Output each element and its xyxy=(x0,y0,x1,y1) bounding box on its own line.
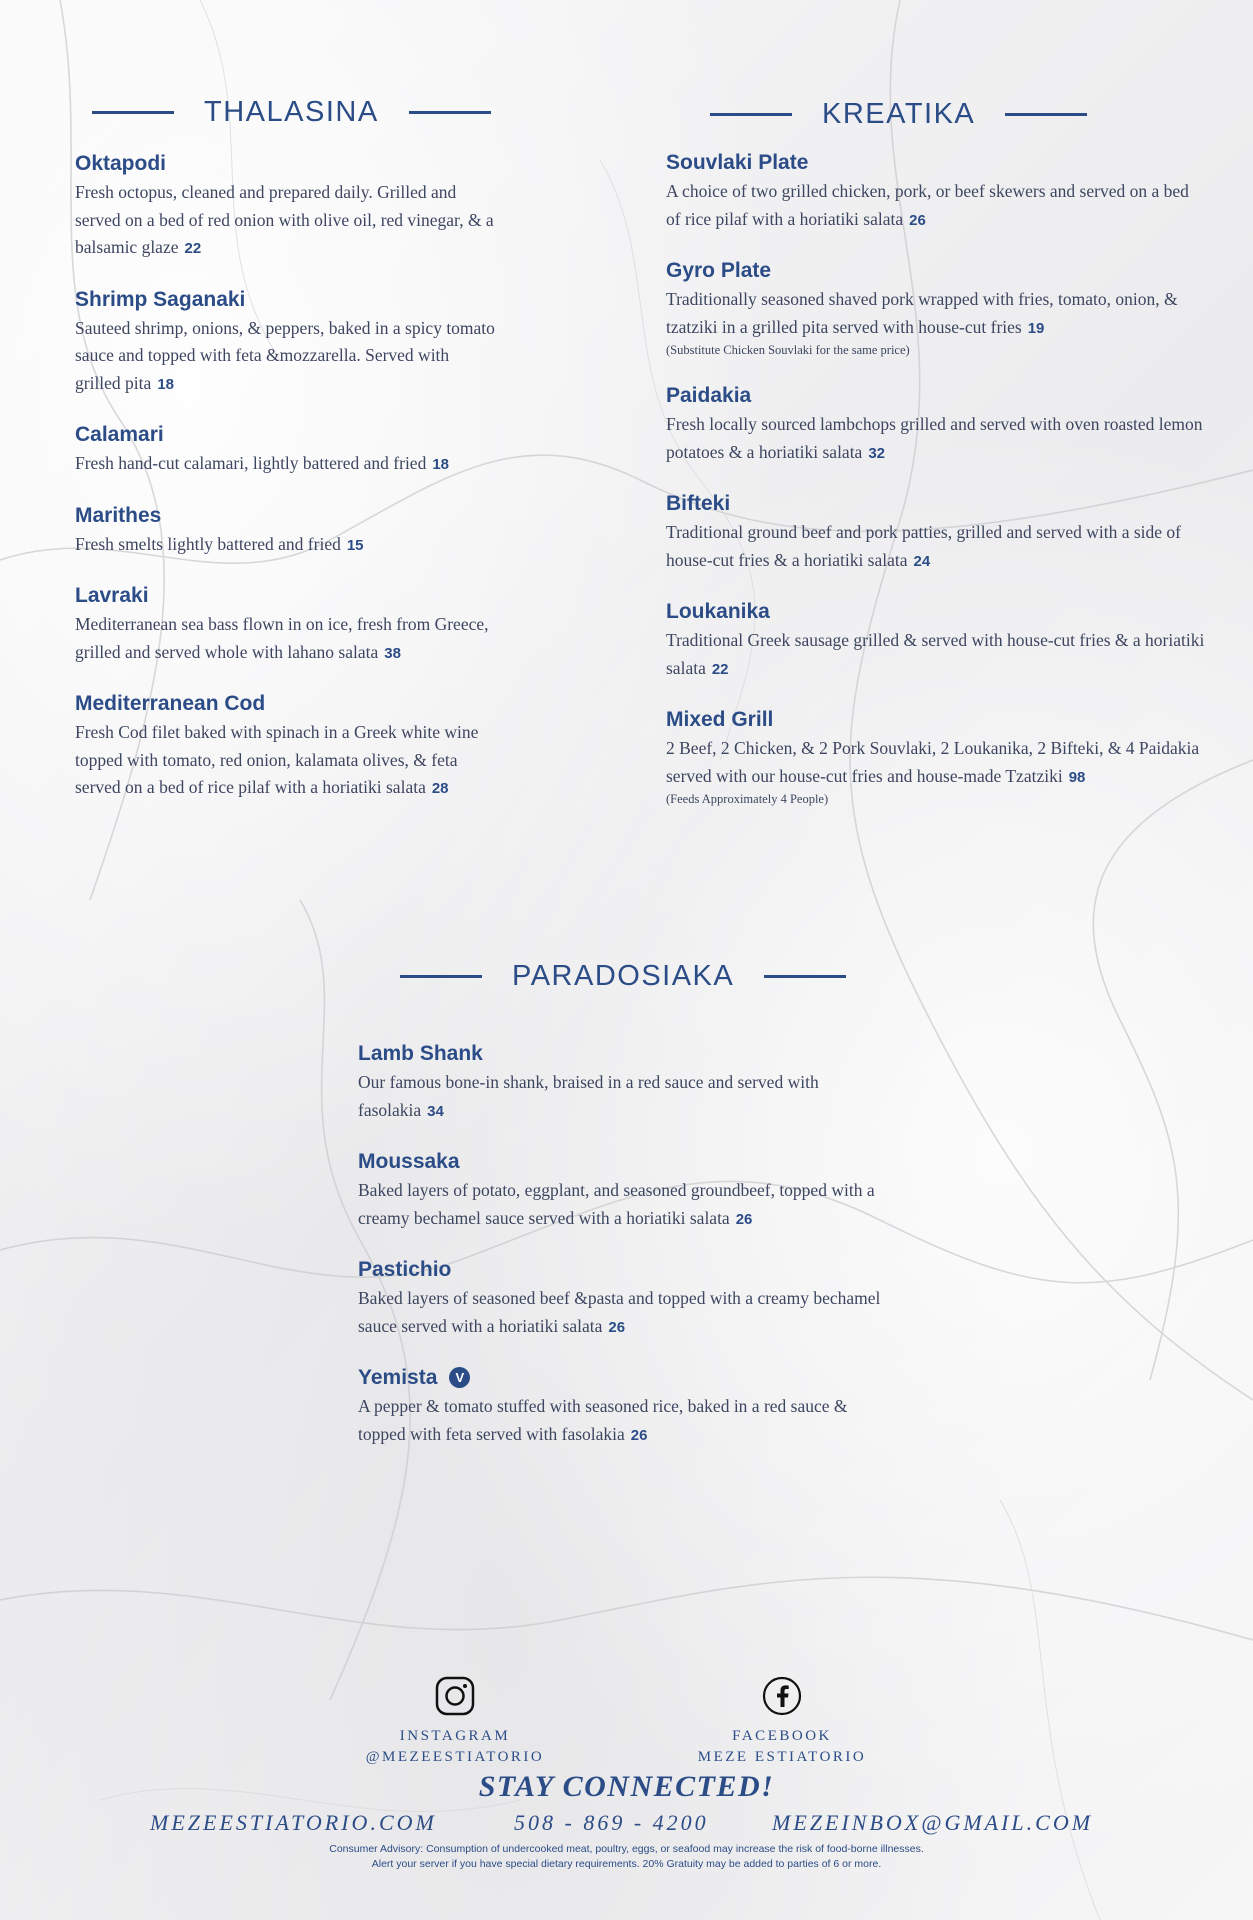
facebook-handle: MEZE ESTIATORIO xyxy=(697,1749,867,1765)
header-rule-left xyxy=(92,111,174,114)
menu-item xyxy=(666,151,1206,234)
item-note: (Substitute Chicken Souvlaki for the same price) xyxy=(666,343,910,357)
menu-item xyxy=(75,692,495,803)
menu-item xyxy=(358,1258,898,1341)
menu-item xyxy=(75,504,495,560)
item-price: 26 xyxy=(735,1210,753,1228)
item-description: Traditional Greek sausage grilled & served with house-cut fries & a horiatiki salata 22 xyxy=(666,630,1205,678)
item-price: 38 xyxy=(384,644,401,662)
item-name: Moussaka xyxy=(358,1150,460,1173)
item-description: Fresh Cod filet baked with spinach in a Greek white wine topped with tomato, red onion, kalamata olives, & feta served on a bed of rice pilaf with a horiatiki salata 28 xyxy=(75,722,479,797)
item-description: Baked layers of seasoned beef &pasta and topped with a creamy bechamel sauce served with a horiatiki salata 26 xyxy=(358,1288,881,1336)
facebook-link[interactable] xyxy=(672,1676,892,1768)
item-price: 18 xyxy=(432,456,450,473)
item-price: 24 xyxy=(913,552,931,570)
item-name: Gyro Plate xyxy=(666,259,772,282)
section-title: PARADOSIAKA xyxy=(512,960,735,992)
item-price: 26 xyxy=(909,211,926,229)
paradosiaka-list xyxy=(358,1042,898,1474)
section-title: THALASINA xyxy=(204,96,379,128)
item-name: Yemista V xyxy=(358,1366,898,1390)
menu-item xyxy=(666,259,1206,359)
email-link[interactable]: MEZEINBOX@GMAIL.COM xyxy=(772,1810,1094,1835)
section-header-kreatika xyxy=(710,98,1087,131)
item-description: Baked layers of potato, eggplant, and seasoned groundbeef, topped with a creamy bechamel sauce served with a horiatiki salata 26 xyxy=(358,1180,875,1228)
consumer-advisory xyxy=(0,1842,1253,1872)
item-name: Lamb Shank xyxy=(358,1042,483,1065)
item-price: 28 xyxy=(431,780,449,797)
item-name: Shrimp Saganaki xyxy=(75,287,246,311)
menu-item xyxy=(75,423,495,479)
kreatika-list xyxy=(666,151,1206,833)
thalasina-list xyxy=(75,152,495,828)
item-description: Sauteed shrimp, onions, & peppers, baked in a spicy tomato sauce and topped with feta &mozzarella. Served with grilled pita 18 xyxy=(75,317,495,393)
menu-item xyxy=(666,600,1206,683)
item-description: Fresh hand-cut calamari, lightly battered and fried 18 xyxy=(75,453,450,473)
item-price: 15 xyxy=(346,536,364,554)
item-name: Mixed Grill xyxy=(666,708,774,731)
item-price: 34 xyxy=(427,1102,444,1120)
menu-item xyxy=(666,708,1206,808)
item-description: Our famous bone-in shank, braised in a red sauce and served with fasolakia 34 xyxy=(358,1072,819,1120)
section-title: KREATIKA xyxy=(822,98,976,130)
item-price: 22 xyxy=(711,660,729,678)
vegetarian-badge: V xyxy=(449,1367,470,1388)
menu-item xyxy=(75,288,495,399)
item-name: Pastichio xyxy=(358,1258,452,1281)
facebook-label: FACEBOOK xyxy=(732,1728,832,1744)
item-description: 2 Beef, 2 Chicken, & 2 Pork Souvlaki, 2 Loukanika, 2 Bifteki, & 4 Paidakia served with our house-cut fries and house-made Tzatziki 98 xyxy=(666,738,1200,786)
menu-item xyxy=(666,384,1206,467)
menu-item xyxy=(358,1366,898,1449)
item-name: Paidakia xyxy=(666,384,752,407)
item-price: 98 xyxy=(1068,768,1086,786)
instagram-icon xyxy=(435,1676,475,1716)
item-name: Souvlaki Plate xyxy=(666,151,809,174)
item-price: 32 xyxy=(868,444,886,462)
menu-item xyxy=(358,1042,898,1125)
item-name: Lavraki xyxy=(75,584,149,607)
item-description: Fresh smelts lightly battered and fried 15 xyxy=(75,533,364,554)
menu-item xyxy=(75,584,495,667)
item-price: 26 xyxy=(608,1318,626,1336)
section-header-thalasina xyxy=(92,96,491,129)
item-name: Loukanika xyxy=(666,600,770,623)
item-note: (Feeds Approximately 4 People) xyxy=(666,792,829,806)
item-description: Fresh locally sourced lambchops grilled and served with oven roasted lemon potatoes & a horiatiki salata 32 xyxy=(666,414,1203,462)
website-link[interactable]: MEZEESTIATORIO.COM xyxy=(150,1810,437,1835)
item-price: 22 xyxy=(184,240,202,257)
item-name: Mediterranean Cod xyxy=(75,692,266,715)
item-name: Calamari xyxy=(75,423,164,446)
header-rule-right xyxy=(764,975,846,978)
item-description: A choice of two grilled chicken, pork, or beef skewers and served on a bed of rice pilaf with a horiatiki salata 26 xyxy=(666,181,1189,229)
item-description: Traditionally seasoned shaved pork wrapped with fries, tomato, onion, & tzatziki in a grilled pita served with house-cut fries 19 xyxy=(666,289,1178,337)
advisory-line: Consumer Advisory: Consumption of undercooked meat, poultry, eggs, or seafood may increase the risk of food-borne illnesses. xyxy=(329,1843,924,1855)
item-description: Traditional ground beef and pork patties, grilled and served with a side of house-cut fries & a horiatiki salata 24 xyxy=(666,522,1181,570)
item-price: 18 xyxy=(157,375,174,393)
menu-item xyxy=(358,1150,898,1233)
item-price: 19 xyxy=(1027,319,1045,337)
facebook-icon xyxy=(762,1676,802,1716)
menu-item xyxy=(75,152,495,263)
header-rule-left xyxy=(400,975,482,978)
header-rule-right xyxy=(1005,113,1087,116)
stay-connected-heading: STAY CONNECTED! xyxy=(478,1770,775,1803)
item-name: Bifteki xyxy=(666,492,731,515)
item-description: Fresh octopus, cleaned and prepared daily. Grilled and served on a bed of red onion with olive oil, red vinegar, & a balsamic glaze 22 xyxy=(75,182,494,257)
menu-item xyxy=(666,492,1206,575)
header-rule-right xyxy=(409,111,491,114)
phone-number[interactable]: 508 - 869 - 4200 xyxy=(514,1810,709,1835)
item-name: Marithes xyxy=(75,503,162,527)
instagram-link[interactable] xyxy=(345,1676,565,1768)
instagram-label: INSTAGRAM xyxy=(399,1728,511,1744)
item-description: Mediterranean sea bass flown in on ice, fresh from Greece, grilled and served whole with lahano salata 38 xyxy=(75,614,489,662)
advisory-line: Alert your server if you have special dietary requirements. 20% Gratuity may be added to parties of 6 or more. xyxy=(371,1858,882,1870)
item-name: Oktapodi xyxy=(75,152,167,175)
item-description: A pepper & tomato stuffed with seasoned rice, baked in a red sauce & topped with feta served with fasolakia 26 xyxy=(358,1396,848,1444)
section-header-paradosiaka xyxy=(400,960,846,993)
item-price: 26 xyxy=(630,1426,648,1444)
instagram-handle: @MEZEESTIATORIO xyxy=(365,1749,545,1765)
header-rule-left xyxy=(710,113,792,116)
